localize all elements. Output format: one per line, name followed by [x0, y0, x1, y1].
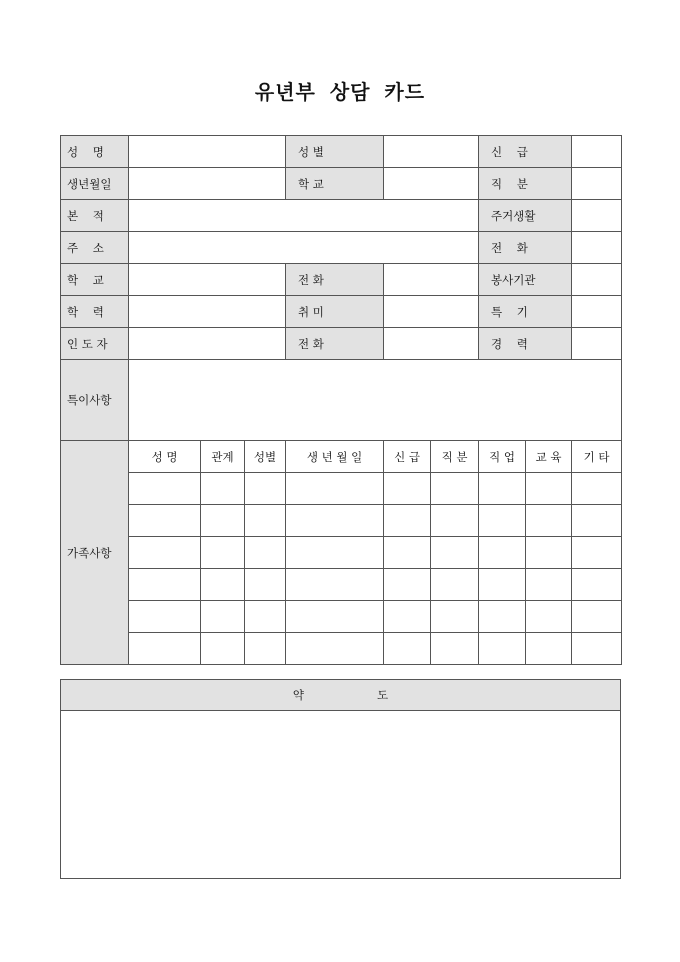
family-cell[interactable]	[479, 633, 526, 665]
name-label: 성 명	[61, 136, 129, 168]
family-cell[interactable]	[384, 633, 431, 665]
family-cell[interactable]	[245, 537, 286, 569]
family-cell[interactable]	[479, 601, 526, 633]
family-cell[interactable]	[384, 473, 431, 505]
address-label: 주 소	[61, 232, 129, 264]
family-cell[interactable]	[129, 505, 201, 537]
family-row	[61, 537, 622, 569]
volunteer-label: 봉사기관	[479, 264, 572, 296]
birthdate-label: 생년월일	[61, 168, 129, 200]
family-cell[interactable]	[245, 473, 286, 505]
school-input[interactable]	[384, 168, 479, 200]
sketch-map-table	[60, 679, 621, 879]
education-label: 학 력	[61, 296, 129, 328]
family-cell[interactable]	[201, 601, 245, 633]
family-header-education: 교 육	[526, 441, 572, 473]
faith-label: 신 급	[479, 136, 572, 168]
talent-input[interactable]	[572, 296, 622, 328]
remarks-label: 특이사항	[61, 360, 129, 441]
family-cell[interactable]	[129, 473, 201, 505]
family-row	[61, 633, 622, 665]
guide-input[interactable]	[129, 328, 286, 360]
family-cell[interactable]	[479, 473, 526, 505]
volunteer-input[interactable]	[572, 264, 622, 296]
origin-label: 본 적	[61, 200, 129, 232]
family-label: 가족사항	[61, 441, 129, 665]
family-cell[interactable]	[201, 633, 245, 665]
family-header-etc: 기 타	[572, 441, 622, 473]
talent-label: 특 기	[479, 296, 572, 328]
family-cell[interactable]	[431, 505, 479, 537]
career-input[interactable]	[572, 328, 622, 360]
family-cell[interactable]	[286, 505, 384, 537]
family-cell[interactable]	[479, 569, 526, 601]
family-cell[interactable]	[526, 473, 572, 505]
family-cell[interactable]	[572, 601, 622, 633]
family-cell[interactable]	[286, 473, 384, 505]
guide-label: 인 도 자	[61, 328, 129, 360]
family-cell[interactable]	[245, 569, 286, 601]
family-cell[interactable]	[479, 537, 526, 569]
remarks-input[interactable]	[129, 360, 622, 441]
family-cell[interactable]	[245, 633, 286, 665]
family-cell[interactable]	[479, 505, 526, 537]
education-input[interactable]	[129, 296, 286, 328]
family-cell[interactable]	[245, 601, 286, 633]
family-cell[interactable]	[384, 505, 431, 537]
family-cell[interactable]	[201, 473, 245, 505]
family-cell[interactable]	[286, 569, 384, 601]
phone3-label: 전 화	[286, 328, 384, 360]
phone-input[interactable]	[572, 232, 622, 264]
family-cell[interactable]	[431, 473, 479, 505]
family-cell[interactable]	[384, 569, 431, 601]
family-row	[61, 601, 622, 633]
family-cell[interactable]	[526, 569, 572, 601]
family-row	[61, 473, 622, 505]
phone3-input[interactable]	[384, 328, 479, 360]
hobby-input[interactable]	[384, 296, 479, 328]
family-header-birthdate: 생 년 월 일	[286, 441, 384, 473]
family-header-name: 성 명	[129, 441, 201, 473]
family-row	[61, 569, 622, 601]
family-cell[interactable]	[526, 601, 572, 633]
gender-input[interactable]	[384, 136, 479, 168]
family-cell[interactable]	[245, 505, 286, 537]
faith-input[interactable]	[572, 136, 622, 168]
phone2-label: 전 화	[286, 264, 384, 296]
family-cell[interactable]	[129, 633, 201, 665]
family-header-gender: 성별	[245, 441, 286, 473]
family-cell[interactable]	[431, 633, 479, 665]
counsel-card-table	[60, 135, 622, 665]
family-cell[interactable]	[201, 569, 245, 601]
position-input[interactable]	[572, 168, 622, 200]
family-cell[interactable]	[286, 633, 384, 665]
family-cell[interactable]	[431, 537, 479, 569]
family-cell[interactable]	[431, 569, 479, 601]
birthdate-input[interactable]	[129, 168, 286, 200]
family-cell[interactable]	[129, 537, 201, 569]
family-cell[interactable]	[384, 601, 431, 633]
family-cell[interactable]	[129, 601, 201, 633]
origin-input[interactable]	[129, 200, 479, 232]
family-cell[interactable]	[129, 569, 201, 601]
family-cell[interactable]	[572, 633, 622, 665]
family-cell[interactable]	[572, 537, 622, 569]
sketch-map-area[interactable]	[61, 711, 621, 879]
family-cell[interactable]	[572, 569, 622, 601]
family-cell[interactable]	[384, 537, 431, 569]
family-cell[interactable]	[526, 633, 572, 665]
sketch-map-label: 약 도	[61, 680, 621, 711]
family-header-position: 직 분	[431, 441, 479, 473]
residence-input[interactable]	[572, 200, 622, 232]
hobby-label: 취 미	[286, 296, 384, 328]
school2-input[interactable]	[129, 264, 286, 296]
school-label: 학 교	[286, 168, 384, 200]
name-input[interactable]	[129, 136, 286, 168]
family-cell[interactable]	[572, 505, 622, 537]
family-cell[interactable]	[286, 601, 384, 633]
phone-label: 전 화	[479, 232, 572, 264]
family-cell[interactable]	[286, 537, 384, 569]
school2-label: 학 교	[61, 264, 129, 296]
career-label: 경 력	[479, 328, 572, 360]
family-row	[61, 505, 622, 537]
family-cell[interactable]	[572, 473, 622, 505]
phone2-input[interactable]	[384, 264, 479, 296]
family-header-relation: 관계	[201, 441, 245, 473]
gender-label: 성 별	[286, 136, 384, 168]
family-cell[interactable]	[431, 601, 479, 633]
family-header-faith: 신 급	[384, 441, 431, 473]
family-cell[interactable]	[201, 537, 245, 569]
family-cell[interactable]	[526, 537, 572, 569]
address-input[interactable]	[129, 232, 479, 264]
family-header-job: 직 업	[479, 441, 526, 473]
position-label: 직 분	[479, 168, 572, 200]
family-cell[interactable]	[526, 505, 572, 537]
page-title: 유년부 상담 카드	[254, 80, 426, 104]
residence-label: 주거생활	[479, 200, 572, 232]
family-cell[interactable]	[201, 505, 245, 537]
